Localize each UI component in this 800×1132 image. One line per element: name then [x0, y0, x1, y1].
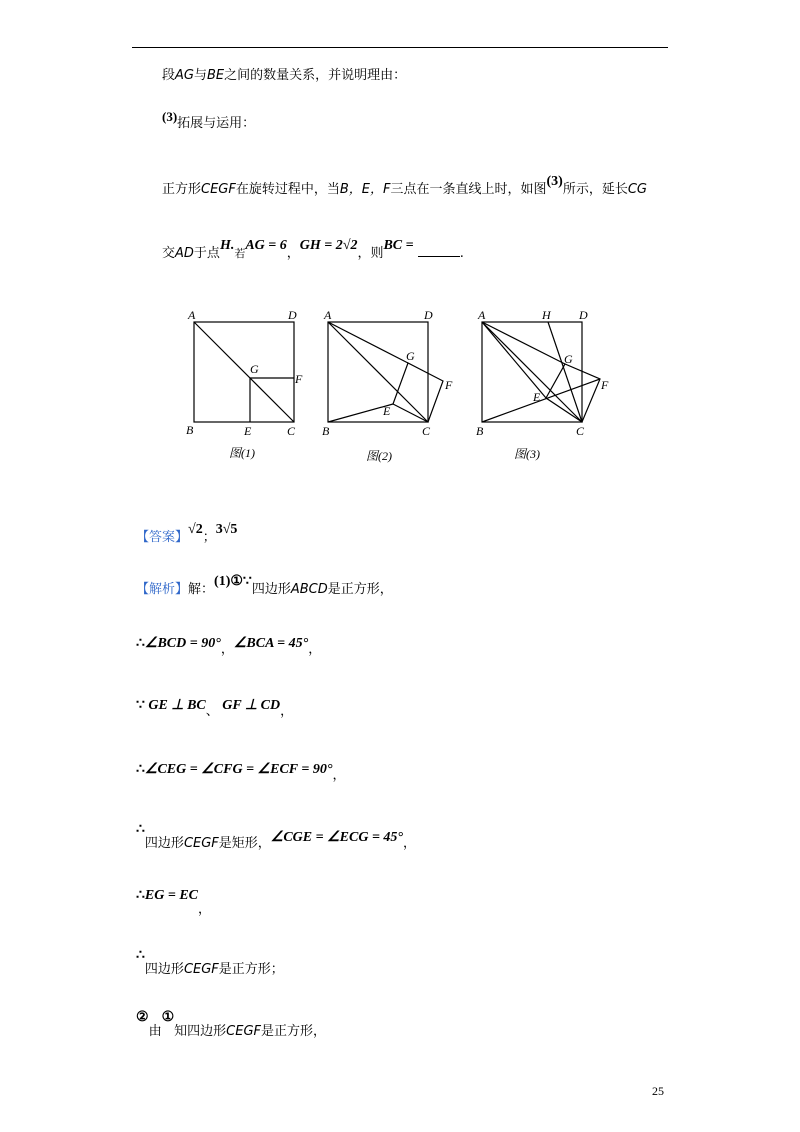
math-gf-cd: GF ⊥ CD: [222, 698, 281, 713]
text: ，则: [357, 246, 384, 261]
text: 解：: [188, 582, 215, 597]
text: ，: [220, 642, 234, 657]
label-d: D: [579, 308, 588, 322]
text: 正方形: [162, 182, 202, 197]
text: 是正方形；: [218, 962, 284, 977]
square-cegf: [393, 363, 443, 422]
caption-fig2: 图(2): [366, 449, 392, 463]
text: ；: [202, 530, 216, 545]
step-2: [136, 694, 294, 719]
caption-fig3: 图(3): [514, 447, 540, 461]
var-cegf: CEGF: [183, 962, 219, 977]
math-ge-bc: GE ⊥ BC: [148, 698, 206, 713]
label-d: D: [424, 308, 433, 322]
step-6: [136, 948, 284, 977]
label-a: A: [478, 308, 486, 322]
step-3: [136, 758, 346, 783]
var-ag: AG: [175, 68, 194, 83]
label-b: B: [322, 424, 330, 438]
text: ，: [332, 768, 346, 783]
var-ad: AD: [175, 246, 194, 261]
symbol-since: ∵: [242, 574, 252, 589]
text-line-3: [162, 174, 648, 198]
text: 、: [205, 704, 219, 719]
text: 四边形: [144, 962, 184, 977]
segment-ag: [328, 322, 408, 363]
label-f: F: [295, 372, 303, 386]
part-number: ②: [136, 1010, 149, 1025]
label-d: D: [288, 308, 297, 322]
text: ，: [198, 902, 212, 917]
text: 之间的数量关系，并说明理由：: [224, 68, 407, 83]
label-f: F: [445, 378, 453, 392]
text-line-1: [162, 64, 406, 83]
diagonal-ac: [194, 322, 294, 422]
var-cg: CG: [627, 182, 648, 197]
step-7: [136, 1010, 327, 1039]
analysis-line: [136, 574, 393, 598]
math-bca: ∠BCA = 45°: [233, 636, 309, 651]
var-cegf: CEGF: [226, 1024, 261, 1039]
label-c: C: [576, 424, 585, 438]
figure-3: [472, 306, 622, 466]
label-e: E: [383, 404, 391, 418]
label-f: F: [601, 378, 609, 392]
diagonal-ac: [482, 322, 582, 422]
math-bcd: ∠BCD = 90°: [144, 636, 221, 651]
part-number: ①: [161, 1010, 175, 1025]
segment-ag: [482, 322, 565, 364]
text: 段: [162, 68, 176, 83]
analysis-tag: 【解析】: [136, 582, 189, 597]
text: 是正方形，: [261, 1024, 327, 1039]
text: ，: [403, 836, 417, 851]
text: 知四边形: [174, 1024, 227, 1039]
math-ag: AG = 6: [245, 238, 287, 253]
text: 四边形: [144, 836, 184, 851]
step-1: [136, 632, 322, 657]
math-gh: GH = 2√2: [299, 238, 358, 253]
step-5: [136, 884, 212, 917]
text: 与: [193, 68, 207, 83]
text: ，: [280, 704, 294, 719]
var-cegf: CEGF: [201, 182, 236, 197]
label-g: G: [250, 362, 259, 376]
text: 在旋转过程中，当: [235, 182, 340, 197]
symbol-since: ∵: [136, 698, 145, 713]
part-number: (1)①: [214, 574, 243, 589]
part-number: (3): [162, 109, 178, 124]
figure-2: [318, 306, 468, 466]
figure-ref: (3): [546, 174, 563, 189]
text: ，: [308, 642, 322, 657]
symbol-therefore: ∴: [136, 636, 145, 651]
text: 于点: [193, 246, 220, 261]
text: 是矩形，: [218, 836, 271, 851]
symbol-therefore: ∴: [136, 948, 145, 963]
var-h: H.: [219, 238, 235, 253]
label-e: E: [533, 390, 541, 404]
label-b: B: [476, 424, 484, 438]
symbol-therefore: ∴: [136, 822, 145, 837]
answer-value-1: √2: [188, 522, 203, 537]
segment-ae: [482, 322, 546, 398]
answer-value-2: 3√5: [215, 522, 238, 537]
symbol-therefore: ∴: [136, 762, 145, 777]
label-e: E: [244, 424, 252, 438]
step-4: [136, 822, 417, 851]
header-rule: [132, 47, 668, 48]
label-a: A: [324, 308, 332, 322]
var-cegf: CEGF: [183, 836, 219, 851]
var-bef: B，E，F: [339, 182, 391, 197]
answer-blank: [418, 255, 460, 257]
answer-tag: 【答案】: [136, 530, 189, 545]
section-title: 拓展与运用：: [177, 116, 256, 131]
answer-line: [136, 522, 238, 546]
math-eg-ec: EG = EC: [144, 888, 199, 903]
math-bc: BC =: [383, 238, 414, 253]
label-g: G: [406, 349, 415, 363]
text: 四边形: [251, 582, 291, 597]
text: ，: [286, 246, 300, 261]
symbol-therefore: ∴: [136, 888, 145, 903]
text: 由: [148, 1024, 162, 1039]
var-abcd: ABCD: [290, 582, 328, 597]
text-line-2: [162, 109, 256, 131]
label-c: C: [287, 424, 296, 438]
text: .: [459, 246, 464, 261]
text: 所示，延长: [562, 182, 628, 197]
label-b: B: [186, 423, 194, 437]
caption-fig1: 图(1): [229, 446, 255, 460]
figure-1: [184, 306, 314, 466]
line-ch: [548, 322, 582, 422]
label-g: G: [564, 352, 573, 366]
math-angles: ∠CEG = ∠CFG = ∠ECF = 90°: [144, 762, 333, 777]
var-be: BE: [207, 68, 225, 83]
label-a: A: [188, 308, 196, 322]
text: 是正方形，: [327, 582, 393, 597]
label-c: C: [422, 424, 431, 438]
math-cge: ∠CGE = ∠ECG = 45°: [270, 830, 404, 845]
text-line-4: [162, 238, 464, 262]
text: 交: [162, 246, 176, 261]
text: 若: [234, 247, 246, 260]
diagonal-ac: [328, 322, 428, 422]
label-h: H: [542, 308, 551, 322]
text: 三点在一条直线上时，如图: [390, 182, 547, 197]
page-number: 25: [652, 1084, 664, 1098]
